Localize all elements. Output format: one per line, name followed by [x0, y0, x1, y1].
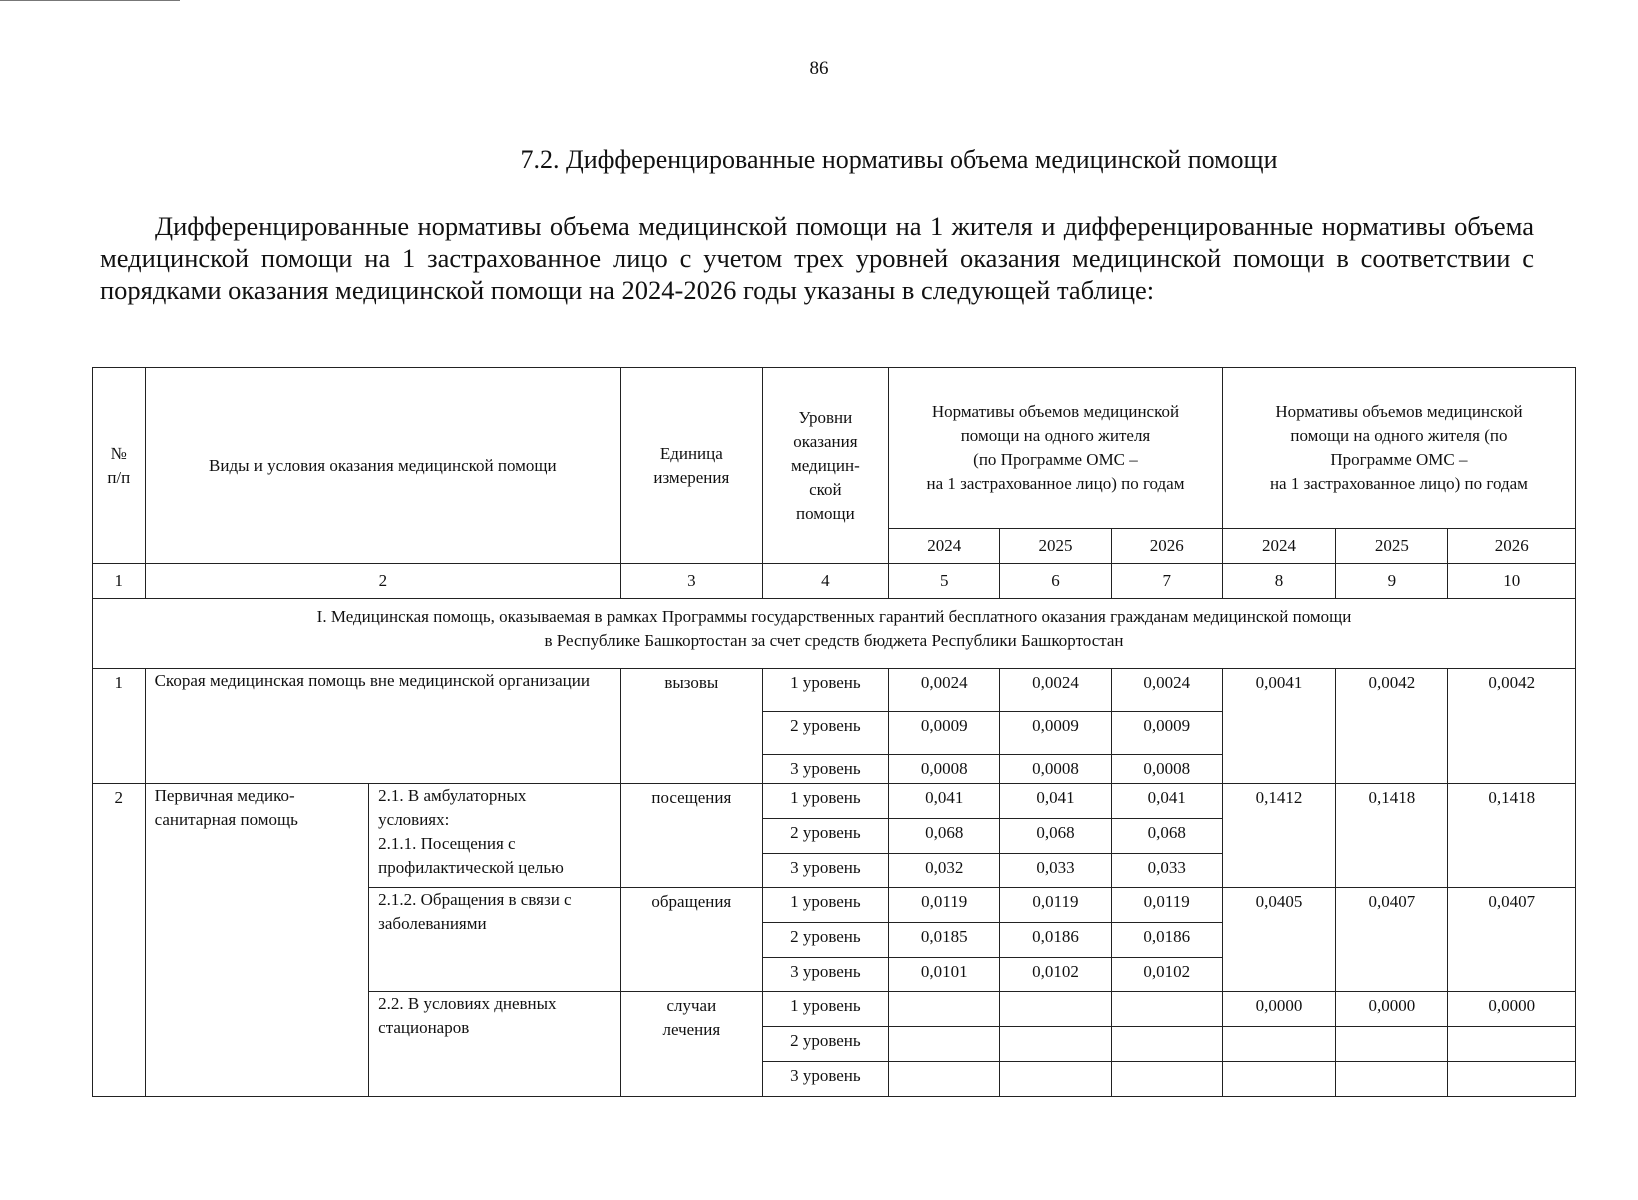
row-unit: вызовы	[621, 669, 763, 784]
value-cell	[889, 1027, 1000, 1062]
header-group2-l3: Программе ОМС –	[1330, 450, 1468, 469]
level-cell: 3 уровень	[762, 958, 888, 992]
header-group2-l4: на 1 застрахованное лицо) по годам	[1269, 474, 1528, 493]
value-cell: 0,0119	[1111, 888, 1222, 923]
value-cell: 0,068	[1111, 819, 1222, 854]
col-number: 10	[1448, 564, 1576, 599]
header-no-text: № п/п	[107, 443, 131, 487]
year-cell: 2024	[1222, 529, 1335, 564]
total-cell	[1448, 1062, 1576, 1097]
value-cell: 0,0024	[889, 669, 1000, 712]
value-cell	[1111, 1027, 1222, 1062]
intro-paragraph: Дифференцированные нормативы объема медицинской помощи на 1 жителя и дифференцированные нормативы объема медицинской помощи на 1 застрахованное лицо с учетом трех уровней оказания медицинской помощи в соответствии с порядками оказания медицинской помощи на 2024-2026 годы указаны в следующей таблице:	[100, 211, 1534, 305]
header-levels	[762, 368, 888, 564]
header-row	[93, 368, 1576, 529]
value-cell: 0,0024	[1111, 669, 1222, 712]
col-number: 5	[889, 564, 1000, 599]
col-number: 4	[762, 564, 888, 599]
row-unit	[621, 992, 763, 1097]
header-levels-l3: медицин-	[790, 455, 860, 475]
value-cell	[1111, 1062, 1222, 1097]
value-cell: 0,0009	[1111, 712, 1222, 755]
total-cell: 0,0042	[1448, 669, 1576, 784]
section-heading	[93, 599, 1576, 669]
condition-cell	[369, 784, 621, 888]
condition-line: условиях:	[378, 810, 450, 829]
header-group1-l1: Нормативы объемов медицинской	[931, 402, 1180, 421]
value-cell: 0,0119	[1000, 888, 1111, 923]
value-cell	[1000, 992, 1111, 1027]
value-cell	[889, 1062, 1000, 1097]
row-number: 2	[93, 784, 146, 1097]
total-cell: 0,0407	[1336, 888, 1448, 992]
header-levels-l1: Уровни	[798, 407, 853, 427]
total-cell: 0,0407	[1448, 888, 1576, 992]
table-row	[93, 669, 1576, 712]
row-name: Скорая медицинская помощь вне медицинской организации	[145, 669, 620, 784]
unit-text: случаи лечения	[662, 996, 721, 1039]
value-cell: 0,041	[1000, 784, 1111, 819]
value-cell	[889, 992, 1000, 1027]
year-cell: 2025	[1000, 529, 1111, 564]
row-number: 1	[93, 669, 146, 784]
level-cell: 2 уровень	[762, 923, 888, 958]
condition-line: 2.1.1. Посещения с	[378, 834, 516, 853]
total-cell	[1336, 1027, 1448, 1062]
col-number: 2	[145, 564, 620, 599]
header-group1	[889, 368, 1223, 529]
total-cell: 0,0042	[1336, 669, 1448, 784]
header-types: Виды и условия оказания медицинской помощи	[145, 368, 620, 564]
condition-cell: 2.1.2. Обращения в связи с заболеваниями	[369, 888, 621, 992]
condition-line: профилактической целью	[378, 858, 564, 877]
total-cell: 0,1412	[1222, 784, 1335, 888]
header-group2-l1: Нормативы объемов медицинской	[1275, 402, 1523, 421]
value-cell: 0,0009	[889, 712, 1000, 755]
total-cell: 0,1418	[1448, 784, 1576, 888]
header-group1-l3: (по Программе ОМС –	[973, 450, 1138, 469]
total-cell	[1448, 1027, 1576, 1062]
value-cell: 0,033	[1000, 854, 1111, 888]
value-cell: 0,0101	[889, 958, 1000, 992]
value-cell: 0,041	[889, 784, 1000, 819]
total-cell	[1222, 1027, 1335, 1062]
value-cell: 0,032	[889, 854, 1000, 888]
level-cell: 2 уровень	[762, 819, 888, 854]
section-title: 7.2. Дифференцированные нормативы объема медицинской помощи	[520, 145, 1278, 174]
header-group2-l2: помощи на одного жителя (по	[1290, 426, 1508, 445]
value-cell	[1000, 1027, 1111, 1062]
value-cell: 0,0119	[889, 888, 1000, 923]
value-cell: 0,0185	[889, 923, 1000, 958]
total-cell	[1222, 1062, 1335, 1097]
total-cell: 0,0000	[1336, 992, 1448, 1027]
value-cell: 0,068	[889, 819, 1000, 854]
value-cell: 0,0008	[1111, 755, 1222, 784]
total-cell: 0,0405	[1222, 888, 1335, 992]
level-cell: 3 уровень	[762, 854, 888, 888]
total-cell	[1336, 1062, 1448, 1097]
row-name: Первичная медико-санитарная помощь	[145, 784, 369, 1097]
header-group2	[1222, 368, 1575, 529]
value-cell: 0,0186	[1000, 923, 1111, 958]
value-cell: 0,0008	[889, 755, 1000, 784]
section-line-2: в Республике Башкортостан за счет средств бюджета Республики Башкортостан	[544, 631, 1124, 650]
header-no	[93, 368, 146, 564]
value-cell	[1111, 992, 1222, 1027]
header-unit-text: Единица измерения	[653, 443, 730, 487]
year-cell: 2025	[1336, 529, 1448, 564]
column-numbers-row	[93, 564, 1576, 599]
level-cell: 1 уровень	[762, 888, 888, 923]
level-cell: 3 уровень	[762, 755, 888, 784]
level-cell: 1 уровень	[762, 992, 888, 1027]
col-number: 3	[621, 564, 763, 599]
value-cell	[1000, 1062, 1111, 1097]
header-group1-l2: помощи на одного жителя	[960, 426, 1151, 445]
level-cell: 1 уровень	[762, 784, 888, 819]
value-cell: 0,0102	[1111, 958, 1222, 992]
value-cell: 0,0008	[1000, 755, 1111, 784]
condition-cell: 2.2. В условиях дневных стационаров	[369, 992, 621, 1097]
table-row	[93, 784, 1576, 819]
value-cell: 0,0186	[1111, 923, 1222, 958]
year-cell: 2026	[1111, 529, 1222, 564]
year-cell: 2026	[1448, 529, 1576, 564]
col-number: 7	[1111, 564, 1222, 599]
value-cell: 0,0102	[1000, 958, 1111, 992]
col-number: 8	[1222, 564, 1335, 599]
top-rule	[0, 0, 180, 1]
header-group1-l4: на 1 застрахованное лицо) по годам	[926, 474, 1185, 493]
header-levels-l4: ской	[809, 479, 842, 499]
value-cell: 0,0009	[1000, 712, 1111, 755]
page-number: 86	[809, 58, 829, 79]
section-row	[93, 599, 1576, 669]
value-cell: 0,033	[1111, 854, 1222, 888]
norms-table	[92, 367, 1576, 1097]
row-unit: обращения	[621, 888, 763, 992]
header-levels-l5: помощи	[795, 503, 855, 523]
row-unit: посещения	[621, 784, 763, 888]
total-cell: 0,0000	[1222, 992, 1335, 1027]
total-cell: 0,0041	[1222, 669, 1335, 784]
value-cell: 0,068	[1000, 819, 1111, 854]
level-cell: 2 уровень	[762, 1027, 888, 1062]
value-cell: 0,0024	[1000, 669, 1111, 712]
level-cell: 1 уровень	[762, 669, 888, 712]
total-cell: 0,1418	[1336, 784, 1448, 888]
value-cell: 0,041	[1111, 784, 1222, 819]
col-number: 6	[1000, 564, 1111, 599]
header-levels-l2: оказания	[793, 431, 858, 451]
section-line-1: I. Медицинская помощь, оказываемая в рамках Программы государственных гарантий бесплатного оказания гражданам медицинской помощи	[316, 607, 1352, 626]
level-cell: 3 уровень	[762, 1062, 888, 1097]
condition-line: 2.1. В амбулаторных	[378, 786, 527, 805]
col-number: 1	[93, 564, 146, 599]
col-number: 9	[1336, 564, 1448, 599]
level-cell: 2 уровень	[762, 712, 888, 755]
header-unit	[621, 368, 763, 564]
year-cell: 2024	[889, 529, 1000, 564]
total-cell: 0,0000	[1448, 992, 1576, 1027]
